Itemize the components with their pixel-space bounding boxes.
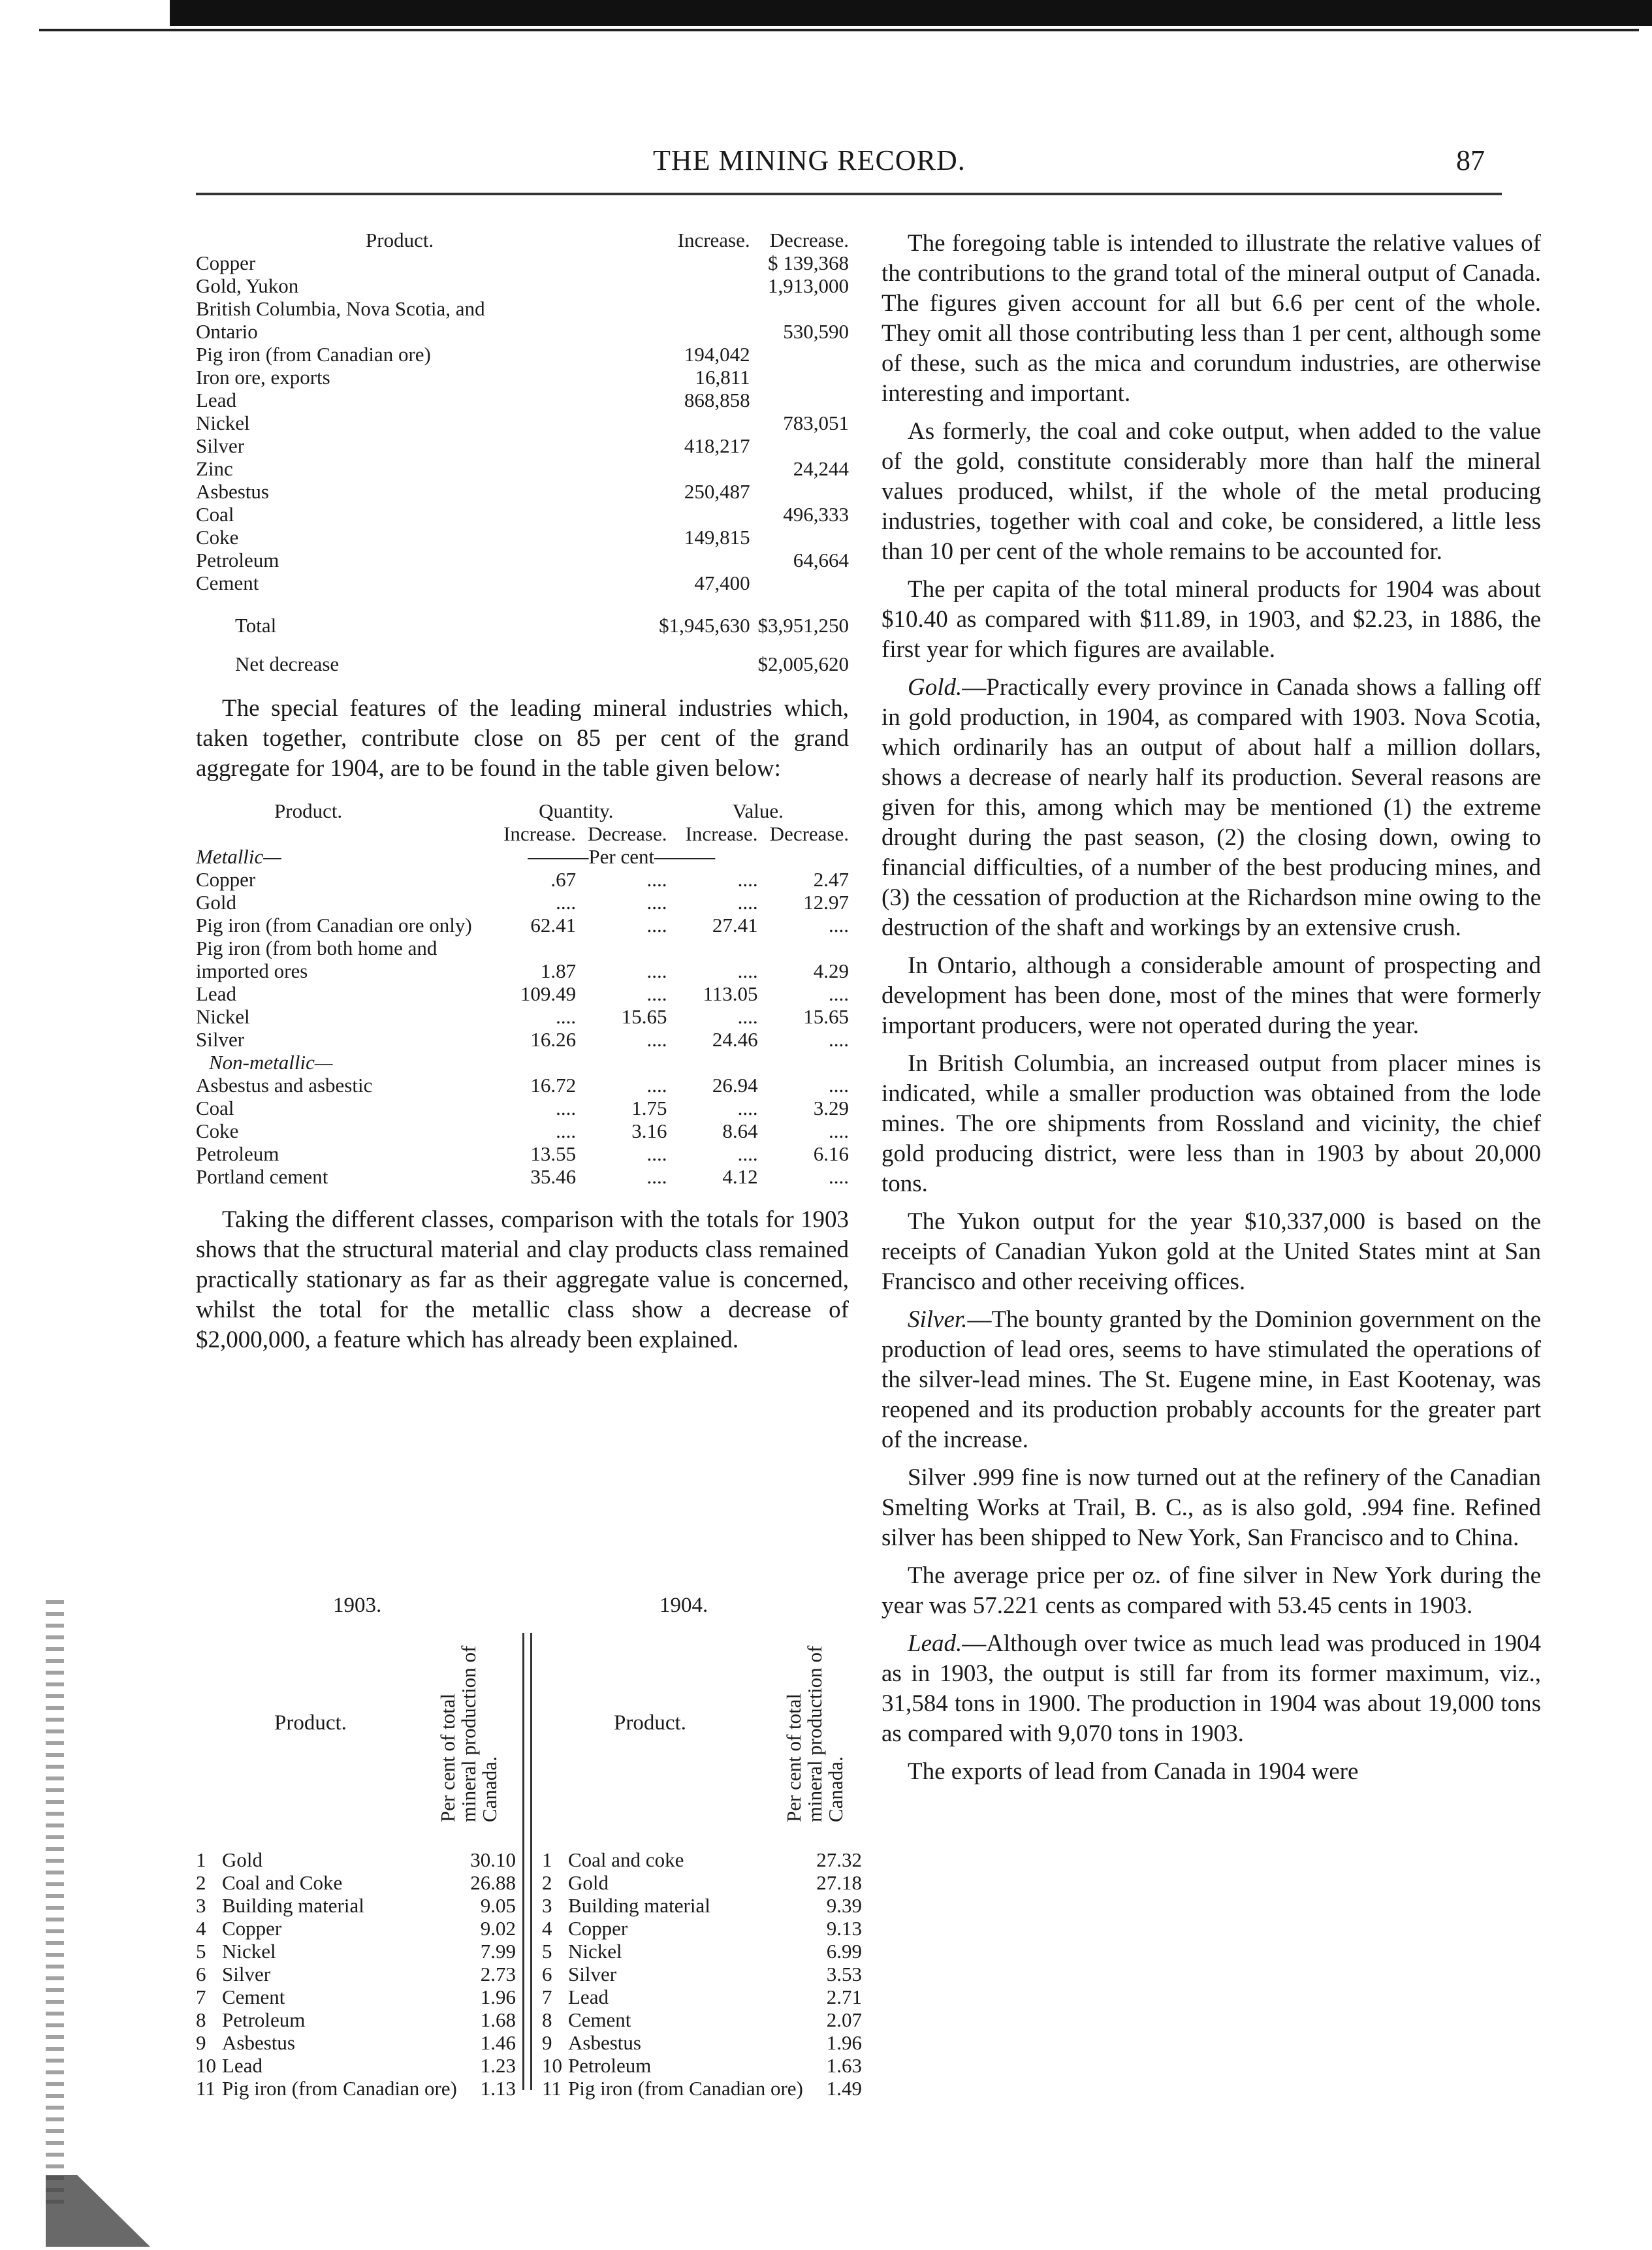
header-rule: [196, 193, 1502, 195]
table1-header-product: Product.: [366, 229, 434, 251]
rank-product: Silver: [568, 1963, 617, 1985]
table1-net-label: Net decrease: [235, 652, 340, 675]
rank-product: Asbestus: [222, 2031, 295, 2054]
rank-percent: 7.99: [480, 1940, 516, 1963]
scan-edge-artifact: [46, 1600, 64, 2208]
list-item: [542, 2031, 862, 2054]
table2-header-quantity: Quantity.: [539, 799, 614, 822]
list-item: [196, 2008, 516, 2031]
row-vd: 4.29: [813, 959, 849, 982]
row-increase: [651, 274, 750, 297]
row-product: Pig iron (from both home and imported ores: [196, 937, 437, 982]
row-qd: ....: [646, 982, 667, 1005]
list-item: [542, 1940, 862, 1963]
table-row: [196, 982, 849, 1005]
table1-total-increase: $1,945,630: [659, 614, 750, 637]
rank-number: 6: [196, 1963, 206, 1985]
rank-number: 5: [196, 1940, 206, 1963]
rank-product: Petroleum: [568, 2054, 652, 2077]
list-item: [196, 1871, 516, 1894]
rank-number: 8: [196, 2008, 206, 2031]
rank-percent: 27.32: [816, 1848, 862, 1871]
rank-number: 3: [542, 1894, 552, 1917]
rank-percent: 1.49: [826, 2077, 862, 2100]
row-product: British Columbia, Nova Scotia, and: [196, 297, 485, 320]
row-decrease: 64,664: [793, 549, 849, 571]
table-row: [196, 937, 849, 982]
right-column: [882, 229, 1541, 1795]
paragraph-coal-coke: As formerly, the coal and coke output, when added to the value of the gold, constitute considerably more than half the mineral values produced, whilst, if the whole of the metal producing industries, together with coal and coke, be considered, a little less than 10 per cent of the whole remains to be accounted for.: [882, 418, 1541, 565]
table-row: [196, 480, 849, 503]
row-qi: 16.26: [530, 1028, 577, 1051]
row-increase: 16,811: [695, 366, 750, 389]
table-row: [196, 503, 849, 526]
row-qd: 15.65: [621, 1005, 667, 1028]
row-vi: ....: [737, 891, 758, 914]
paragraph-yukon: The Yukon output for the year $10,337,000 is based on the receipts of Canadian Yukon gold at the United States mint at San Francisco and other receiving offices.: [882, 1208, 1541, 1295]
ranking-1904-year: 1904.: [659, 1594, 708, 1617]
paragraph-gold: Gold.—Practically every province in Canada shows a falling off in gold production, in 1904, as compared with 1903. Nova Scotia, which ordinarily has an output of about half a million dollars, shows a decrease of nearly half its production. Several reasons are given for this, among which may be mentioned (1) the extreme drought during the past season, (2) the closing down, owing to financial difficulties, of a number of the best producing mines, and (3) the cessation of production at the Richardson mine owing to the destruction of the shaft and workings by an extensive crush.: [882, 674, 1541, 941]
rank-percent: 1.13: [480, 2077, 516, 2100]
list-item: [542, 2054, 862, 2077]
row-vd: 15.65: [803, 1005, 849, 1028]
row-product: Pig iron (from Canadian ore only): [196, 914, 472, 937]
table2-header-value: Value.: [732, 799, 784, 822]
row-increase: [651, 297, 750, 320]
rank-product: Nickel: [568, 1940, 622, 1963]
row-decrease: $ 139,368: [768, 251, 849, 274]
row-qi: ....: [556, 1005, 577, 1028]
row-decrease: [750, 571, 849, 594]
scan-top-line: [39, 29, 1639, 31]
rank-percent: 1.46: [480, 2031, 516, 2054]
rank-product: Copper: [568, 1917, 628, 1940]
row-qi: 109.49: [520, 982, 577, 1005]
row-increase: 250,487: [684, 480, 750, 503]
rank-percent: 9.05: [480, 1894, 516, 1917]
table2-nonmetallic-heading: Non-metallic—: [209, 1051, 333, 1074]
row-qd: ....: [646, 1074, 667, 1097]
paragraph-lead-exports: The exports of lead from Canada in 1904 were: [908, 1758, 1359, 1785]
ranking-tables: [196, 1594, 862, 2100]
rank-percent: 30.10: [470, 1848, 516, 1871]
rank-product: Lead: [222, 2054, 262, 2077]
row-decrease: [750, 366, 849, 389]
table2-per-cent-label: ———Per cent———: [528, 845, 716, 868]
rank-percent: 1.96: [480, 1985, 516, 2008]
rank-product: Coal and coke: [568, 1848, 684, 1871]
row-product: Nickel: [196, 1005, 250, 1028]
row-qd: ....: [646, 891, 667, 914]
row-increase: 868,858: [684, 389, 750, 411]
table-row: [196, 914, 849, 937]
row-vd: ....: [829, 1028, 849, 1051]
table-row: [196, 320, 849, 343]
rank-percent: 2.71: [826, 1985, 862, 2008]
row-decrease: [750, 480, 849, 503]
table2-sub-qd: Decrease.: [588, 822, 667, 845]
rank-product: Building material: [222, 1894, 364, 1917]
row-vd: 3.29: [813, 1097, 849, 1119]
paragraph-foregoing: The foregoing table is intended to illustrate the relative values of the contributions to the grand total of the mineral output of Canada. The figures given account for all but 6.6 per cent of the whole. They omit all those contributing less than 1 per cent, although some of these, such as the mica and corundum industries, are otherwise interesting and important.: [882, 230, 1541, 407]
paragraph-silver-price: The average price per oz. of fine silver in New York during the year was 57.221 cents as compared with 53.45 cents in 1903.: [882, 1562, 1541, 1619]
rank-product: Petroleum: [222, 2008, 306, 2031]
table-row: [196, 571, 849, 594]
table1-total-label: Total: [235, 614, 277, 637]
row-increase: [651, 549, 750, 571]
row-vd: 12.97: [803, 891, 849, 914]
percent-change-table: [196, 799, 849, 1188]
row-vi: 27.41: [712, 914, 758, 937]
row-product: Coal: [196, 503, 234, 526]
row-product: Cement: [196, 571, 259, 594]
rank-number: 1: [542, 1848, 552, 1871]
table-row: [196, 868, 849, 891]
table-row: [196, 1097, 849, 1119]
list-item: [542, 1917, 862, 1940]
row-product: Zinc: [196, 457, 233, 480]
list-item: [542, 1871, 862, 1894]
row-qi: 13.55: [530, 1142, 577, 1165]
rank-number: 3: [196, 1894, 206, 1917]
rank-number: 2: [542, 1871, 552, 1894]
row-product: Lead: [196, 389, 236, 411]
rank-percent: 6.99: [826, 1940, 862, 1963]
row-qi: 35.46: [530, 1165, 577, 1188]
intro-paragraph: The special features of the leading mineral industries which, taken together, contribute close on 85 per cent of the grand aggregate for 1904, are to be found in the table given below:: [196, 695, 849, 782]
ranking-1903-pct-header: Per cent of total mineral production of Canada.: [436, 1645, 501, 1822]
row-product: Copper: [196, 868, 256, 891]
row-vi: ....: [737, 1142, 758, 1165]
list-item: [196, 1848, 516, 1871]
row-increase: [651, 503, 750, 526]
table-row: [196, 297, 849, 320]
table-row: [196, 1142, 849, 1165]
row-vd: ....: [829, 1074, 849, 1097]
table1-total-decrease: $3,951,250: [757, 614, 849, 637]
row-increase: 194,042: [684, 343, 750, 366]
scan-corner-artifact: [46, 2175, 150, 2247]
rank-number: 11: [196, 2077, 215, 2100]
table-row: [196, 434, 849, 457]
list-item: [542, 2077, 862, 2100]
ranking-1903-list: [196, 1848, 516, 2100]
journal-title: THE MINING RECORD.: [653, 144, 966, 176]
row-product: Silver: [196, 1028, 245, 1051]
row-product: Coke: [196, 1119, 239, 1142]
row-decrease: 496,333: [783, 503, 849, 526]
row-vd: 6.16: [813, 1142, 849, 1165]
table-row: [196, 1028, 849, 1051]
rank-percent: 1.68: [480, 2008, 516, 2031]
rank-percent: 9.13: [826, 1917, 862, 1940]
rank-number: 2: [196, 1871, 206, 1894]
table-row: [196, 389, 849, 411]
rank-product: Coal and Coke: [222, 1871, 343, 1894]
rank-percent: 27.18: [816, 1871, 862, 1894]
row-decrease: [750, 434, 849, 457]
rank-product: Gold: [568, 1871, 609, 1894]
table2-sub-vi: Increase.: [685, 822, 758, 845]
row-product: Iron ore, exports: [196, 366, 330, 389]
list-item: [196, 1963, 516, 1985]
rank-percent: 2.07: [826, 2008, 862, 2031]
row-decrease: 1,913,000: [768, 274, 849, 297]
row-vd: 2.47: [813, 868, 849, 891]
row-product: Silver: [196, 434, 245, 457]
rank-number: 1: [196, 1848, 206, 1871]
row-vd: ....: [829, 1165, 849, 1188]
rank-percent: 9.02: [480, 1917, 516, 1940]
row-decrease: 24,244: [793, 457, 849, 480]
row-product: Copper: [196, 251, 256, 274]
row-qd: 1.75: [631, 1097, 667, 1119]
row-vi: ....: [737, 1097, 758, 1119]
paragraph-british-columbia: In British Columbia, an increased output from placer mines is indicated, while a smaller production was obtained from the lode mines. The ore shipments from Rossland and vicinity, the chief gold producing district, were less than in 1903 by about 20,000 tons.: [882, 1050, 1541, 1197]
row-decrease: 530,590: [783, 320, 849, 343]
row-product: Petroleum: [196, 549, 279, 571]
row-decrease: [750, 343, 849, 366]
row-increase: [651, 320, 750, 343]
table2-sub-vd: Decrease.: [769, 822, 849, 845]
rank-number: 5: [542, 1940, 552, 1963]
ranking-1904-pct-header: Per cent of total mineral production of Canada.: [782, 1645, 847, 1822]
rank-number: 7: [196, 1985, 206, 2008]
list-item: [542, 1894, 862, 1917]
row-qi: 62.41: [530, 914, 577, 937]
list-item: [196, 2031, 516, 2054]
row-vi: 26.94: [712, 1074, 758, 1097]
row-qi: 1.87: [540, 959, 577, 982]
classes-paragraph: Taking the different classes, comparison with the totals for 1903 shows that the structural material and clay products class remained practically stationary as far as their aggregate value is concerned, whilst the total for the metallic class show a decrease of $2,000,000, a feature which has already been explained.: [196, 1206, 849, 1353]
list-item: [542, 1963, 862, 1985]
scan-top-bar: [170, 0, 1652, 26]
table-row: [196, 366, 849, 389]
row-product: Gold: [196, 891, 236, 914]
rank-product: Cement: [568, 2008, 631, 2031]
table-row: [196, 1165, 849, 1188]
increase-decrease-table: [196, 229, 849, 675]
row-vd: ....: [829, 982, 849, 1005]
rank-product: Nickel: [222, 1940, 276, 1963]
rank-percent: 9.39: [826, 1894, 862, 1917]
row-qi: ....: [556, 1097, 577, 1119]
row-increase: 47,400: [694, 571, 750, 594]
row-vi: 113.05: [703, 982, 758, 1005]
row-qd: ....: [646, 1142, 667, 1165]
row-increase: [651, 251, 750, 274]
row-vi: 24.46: [712, 1028, 758, 1051]
rank-percent: 1.96: [826, 2031, 862, 2054]
table2-metallic-heading: Metallic—: [196, 845, 281, 868]
rank-product: Lead: [568, 1985, 609, 2008]
paragraph-refinery: Silver .999 fine is now turned out at the refinery of the Canadian Smelting Works at Trail, B. C., as is also gold, .994 fine. Refined silver has been shipped to New York, San Francisco and to China.: [882, 1464, 1541, 1551]
row-qi: .67: [550, 868, 577, 891]
rank-number: 10: [542, 2054, 562, 2077]
rank-product: Silver: [222, 1963, 271, 1985]
table-row: [196, 457, 849, 480]
rank-percent: 1.63: [826, 2054, 862, 2077]
row-product: Ontario: [196, 320, 258, 343]
rank-product: Cement: [222, 1985, 285, 2008]
row-product: Portland cement: [196, 1165, 328, 1188]
table-row: [196, 411, 849, 434]
paragraph-lead: Lead.—Although over twice as much lead was produced in 1904 as in 1903, the output is still far from its former maximum, viz., 31,584 tons in 1900. The production in 1904 was about 19,000 tons as compared with 9,070 tons in 1903.: [882, 1630, 1541, 1747]
ranking-1903-product-header: Product.: [274, 1711, 347, 1735]
rank-number: 9: [542, 2031, 552, 2054]
rank-number: 10: [196, 2054, 216, 2077]
table1-net-value: $2,005,620: [757, 652, 849, 675]
table-row: [196, 549, 849, 571]
rank-percent: 26.88: [470, 1871, 516, 1894]
row-qd: ....: [646, 868, 667, 891]
ranking-1904-product-header: Product.: [614, 1711, 686, 1735]
rank-number: 8: [542, 2008, 552, 2031]
list-item: [542, 2008, 862, 2031]
rank-number: 9: [196, 2031, 206, 2054]
list-item: [196, 1917, 516, 1940]
row-qd: ....: [646, 1028, 667, 1051]
rank-product: Pig iron (from Canadian ore): [222, 2077, 457, 2100]
row-vi: ....: [737, 959, 758, 982]
paragraph-silver: Silver.—The bounty granted by the Dominion government on the production of lead ores, seems to have stimulated the operations of the silver-lead mines. The St. Eugene mine, in East Kootenay, was reopened and its production probably accounts for the greater part of the increase.: [882, 1306, 1541, 1453]
ranking-1903-year: 1903.: [333, 1594, 382, 1617]
row-product: Pig iron (from Canadian ore): [196, 343, 431, 366]
row-qi: ....: [556, 1119, 577, 1142]
rank-percent: 3.53: [826, 1963, 862, 1985]
row-vd: ....: [829, 1119, 849, 1142]
table1-header-increase: Increase.: [677, 229, 750, 251]
list-item: [196, 1940, 516, 1963]
rank-percent: 2.73: [480, 1963, 516, 1985]
row-decrease: [750, 389, 849, 411]
row-decrease: 783,051: [783, 411, 849, 434]
rank-number: 11: [542, 2077, 562, 2100]
row-qd: 3.16: [631, 1119, 667, 1142]
paragraph-ontario: In Ontario, although a considerable amount of prospecting and development has been done, most of the mines that were formerly important producers, were not operated during the year.: [882, 952, 1541, 1039]
row-product: Asbestus and asbestic: [196, 1074, 373, 1097]
rank-number: 6: [542, 1963, 552, 1985]
row-product: Asbestus: [196, 480, 269, 503]
table-row: [196, 274, 849, 297]
rank-product: Pig iron (from Canadian ore): [568, 2077, 803, 2100]
row-product: Coke: [196, 526, 239, 549]
table-row: [196, 343, 849, 366]
row-increase: [651, 457, 750, 480]
rank-product: Asbestus: [568, 2031, 641, 2054]
rank-number: 4: [542, 1917, 552, 1940]
row-product: Nickel: [196, 411, 250, 434]
row-qd: ....: [646, 959, 667, 982]
table2-header-product: Product.: [274, 799, 343, 822]
row-product: Gold, Yukon: [196, 274, 299, 297]
rank-percent: 1.23: [480, 2054, 516, 2077]
row-vi: 8.64: [722, 1119, 758, 1142]
ranking-1904-list: [542, 1848, 862, 2100]
page-number: 87: [1456, 144, 1485, 176]
rank-number: 4: [196, 1917, 206, 1940]
row-qi: 16.72: [530, 1074, 577, 1097]
ranking-divider-left: [522, 1633, 524, 2090]
paragraph-per-capita: The per capita of the total mineral products for 1904 was about $10.40 as compared with $11.89, in 1903, and $2.23, in 1886, the first year for which figures are available.: [882, 576, 1541, 663]
table-row: [196, 1119, 849, 1142]
row-vi: ....: [737, 868, 758, 891]
row-decrease: [750, 526, 849, 549]
rank-product: Gold: [222, 1848, 262, 1871]
table-row: [196, 526, 849, 549]
row-qd: ....: [646, 914, 667, 937]
row-increase: 418,217: [684, 434, 750, 457]
table-row: [196, 1074, 849, 1097]
row-increase: 149,815: [684, 526, 750, 549]
list-item: [196, 1894, 516, 1917]
table-row: [196, 1005, 849, 1028]
rank-number: 7: [542, 1985, 552, 2008]
row-vd: ....: [829, 914, 849, 937]
ranking-divider-right: [530, 1633, 532, 2090]
left-column: [196, 229, 849, 1363]
row-vi: ....: [737, 1005, 758, 1028]
list-item: [196, 1985, 516, 2008]
rank-product: Copper: [222, 1917, 282, 1940]
row-decrease: [750, 297, 849, 320]
row-qd: ....: [646, 1165, 667, 1188]
list-item: [196, 2054, 516, 2077]
list-item: [542, 1985, 862, 2008]
rank-product: Building material: [568, 1894, 710, 1917]
row-product: Lead: [196, 982, 236, 1005]
row-vi: 4.12: [722, 1165, 758, 1188]
table-row: [196, 891, 849, 914]
table1-header-decrease: Decrease.: [769, 229, 849, 251]
row-increase: [651, 411, 750, 434]
row-product: Coal: [196, 1097, 234, 1119]
row-qi: ....: [556, 891, 577, 914]
table-row: [196, 251, 849, 274]
table2-sub-qi: Increase.: [503, 822, 577, 845]
list-item: [542, 1848, 862, 1871]
row-product: Petroleum: [196, 1142, 279, 1165]
list-item: [196, 2077, 516, 2100]
